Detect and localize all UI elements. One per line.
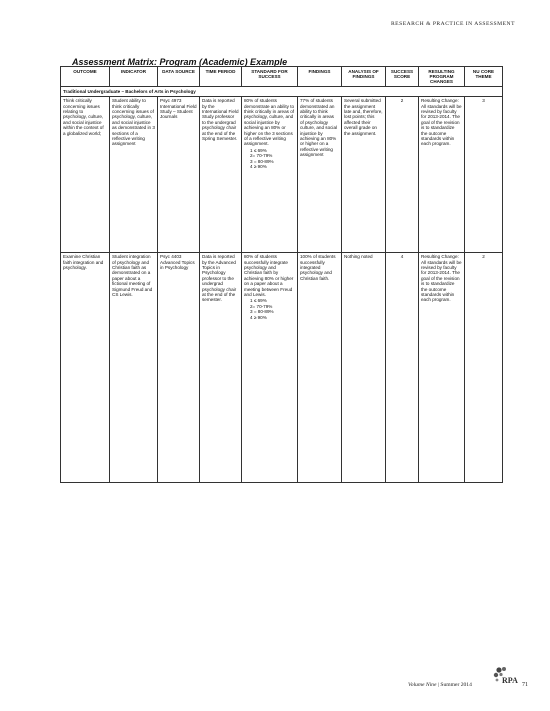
page-number: 71 — [522, 682, 528, 688]
cell-core-theme: 3 — [465, 96, 503, 252]
logo-text: RPA — [502, 676, 518, 685]
section-row — [61, 87, 503, 96]
table-title: Assessment Matrix: Program (Academic) Example — [72, 57, 288, 67]
cell-time-period: Data is reported by the Advanced Topics in Psychology professor to the undergrad psychology chair at the end of the semester. — [200, 252, 242, 482]
cell-core-theme: 2 — [465, 252, 503, 482]
scale-item: • 1 ≤ 69% — [250, 298, 295, 303]
header-row — [61, 67, 503, 87]
col-header-time-period: TIME PERIOD — [200, 67, 242, 87]
score-scale-list — [244, 148, 295, 170]
col-header-findings: FINDINGS — [298, 67, 342, 87]
col-header-standard: STANDARD FOR SUCCESS — [242, 67, 298, 87]
scale-item: • 3 = 80-89% — [250, 309, 295, 314]
cell-outcome: Examine Christian faith integration and psychology. — [61, 252, 110, 482]
col-header-indicator: INDICATOR — [110, 67, 158, 87]
scale-item: • 3 = 80-89% — [250, 159, 295, 164]
cell-analysis: Several submitted the assignment late and, therefore, lost points; this affected their overall grade on the assignment. — [342, 96, 386, 252]
running-head: RESEARCH & PRACTICE IN ASSESSMENT — [390, 21, 515, 27]
scale-item: • 1 ≤ 69% — [250, 148, 295, 153]
rpa-logo — [492, 666, 520, 692]
scale-item: • 4 ≥ 90% — [250, 315, 295, 320]
cell-data-source: Psyc 4403 Advanced Topics in Psychology — [158, 252, 200, 482]
cell-program-changes: Resulting Change: All standards will be revised by faculty for 2013-2014. The goal of the revision is to standardize the outcome standards within each program. — [419, 252, 465, 482]
cell-findings: 77% of students demonstrated an ability to think critically in areas of psychology culture, and social injustice by achieving an 80% or higher on a reflective writing assignment — [298, 96, 342, 252]
col-header-success-score: SUCCESS SCORE — [386, 67, 419, 87]
cell-indicator: Student integration of psychology and Christian faith as demonstrated on a paper about a fictional meeting of Sigmund Freud and CS Lewis. — [110, 252, 158, 482]
cell-indicator: Student ability to think critically concerning issues of psychology, culture, and social injustice as demonstrated in 3 sections of a reflective writing assignment — [110, 96, 158, 252]
col-header-outcome: OUTCOME — [61, 67, 110, 87]
cell-program-changes: Resulting Change: All standards will be revised by faculty for 2013-2014. The goal of the revision is to standardize the outcome standards within each program. — [419, 96, 465, 252]
cell-time-period: Data is reported by the International Field Study professor to the undergrad psychology chair at the end of the Spring Semester. — [200, 96, 242, 252]
standard-text: 80% of students successfully integrate psychology and Christian faith by achieving 80% or higher on a paper about a meeting between Freud and Lewis. — [244, 254, 294, 297]
scale-item: • 4 ≥ 90% — [250, 164, 295, 169]
cell-success-score: 4 — [386, 252, 419, 482]
table-row — [61, 96, 503, 252]
footer-issue: | Summer 2014 — [437, 682, 472, 688]
col-header-program-changes: RESULTING PROGRAM CHANGES — [419, 67, 465, 87]
score-scale-list — [244, 298, 295, 320]
cell-standard — [242, 96, 298, 252]
cell-findings: 100% of students successfully integrated psychology and Christian faith. — [298, 252, 342, 482]
footer-volume: Volume Nine — [408, 682, 437, 688]
scale-item: • 2= 70-79% — [250, 153, 295, 158]
standard-text: 80% of students demonstrate an ability to think critically in areas of psychology, culture, and social injustice by achieving an 80% or higher on the 3 sections of a reflective writing assignment. — [244, 98, 295, 147]
col-header-data-source: DATA SOURCE — [158, 67, 200, 87]
assessment-matrix-table — [60, 66, 503, 483]
cell-standard — [242, 252, 298, 482]
footer-citation — [408, 682, 472, 688]
cell-data-source: Psyc 4973 International Field Study – Student Journals — [158, 96, 200, 252]
col-header-analysis: ANALYSIS OF FINDINGS — [342, 67, 386, 87]
table-row — [61, 252, 503, 482]
section-label: Traditional Undergraduate – Bachelors of Arts in Psychology — [61, 87, 503, 96]
scale-item: • 2= 70-79% — [250, 304, 295, 309]
cell-outcome: Think critically concerning issues relating to psychology, culture, and social injustice within the context of a globalized world; — [61, 96, 110, 252]
col-header-core-theme: NU CORE THEME — [465, 67, 503, 87]
cell-success-score: 2 — [386, 96, 419, 252]
cell-analysis: Nothing noted — [342, 252, 386, 482]
